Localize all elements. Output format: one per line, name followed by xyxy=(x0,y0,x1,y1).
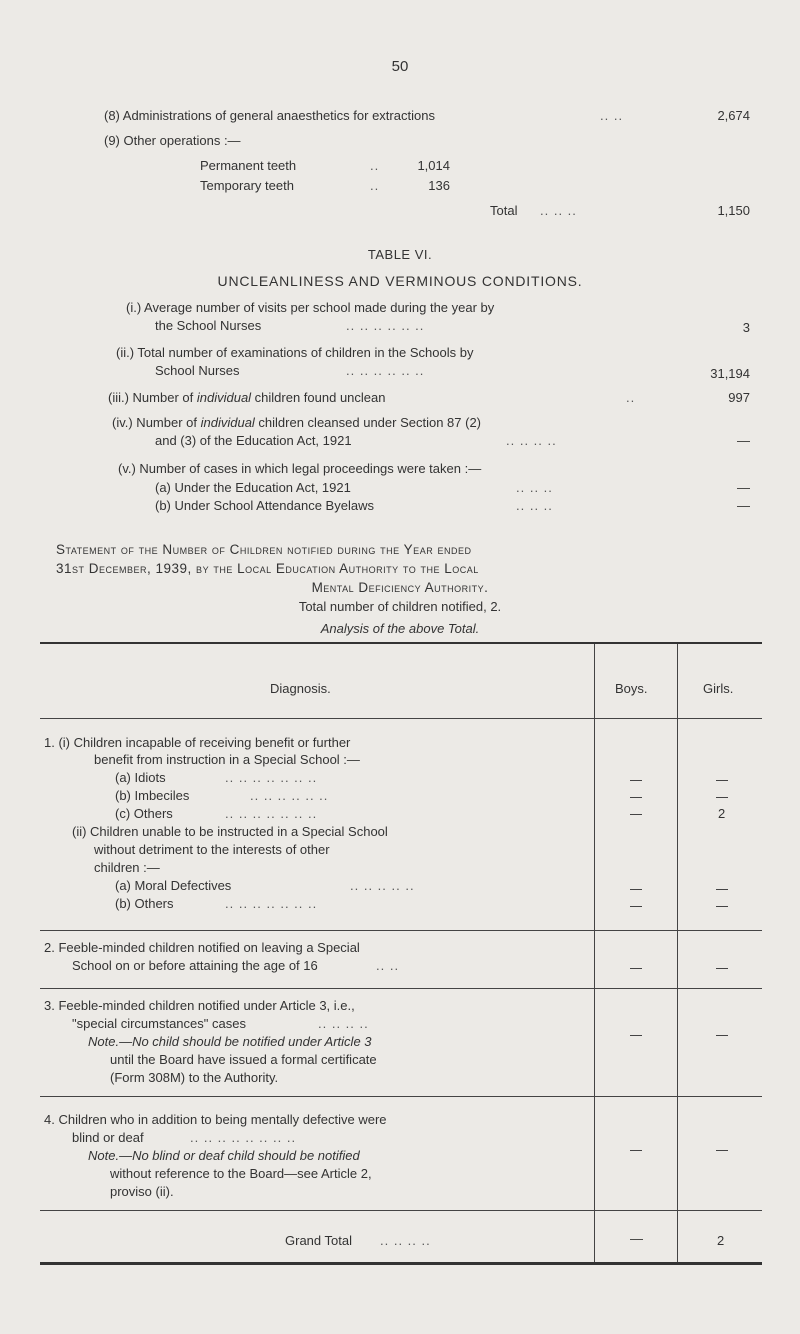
t6-i-line1: (i.) Average number of visits per school made during the year by xyxy=(126,300,495,315)
col-divider-1 xyxy=(594,644,595,1262)
leader-dots: .. .. .. .. .. .. .. xyxy=(225,896,318,911)
leader-dots: .. xyxy=(370,158,380,173)
statement-line2: 31st December, 1939, by the Local Education Authority to the Local xyxy=(56,561,479,576)
t6-ii-line2: School Nurses xyxy=(155,363,240,378)
t6-iv-line2: and (3) of the Education Act, 1921 xyxy=(155,433,352,448)
r1-ii-a-girls-dash xyxy=(716,889,728,890)
leader-dots: .. .. .. xyxy=(516,480,553,495)
r1-a: (a) Idiots xyxy=(115,770,166,785)
temporary-teeth-value: 136 xyxy=(428,178,450,193)
row2-rule xyxy=(40,988,762,989)
r1-line1: 1. (i) Children incapable of receiving benefit or further xyxy=(44,735,351,750)
r1-line2: benefit from instruction in a Special School :— xyxy=(94,752,360,767)
temporary-teeth-label: Temporary teeth xyxy=(200,178,294,193)
r2-boys-dash xyxy=(630,968,642,969)
r1-ii-line3: children :— xyxy=(94,860,160,875)
t6-iv-value: — xyxy=(737,433,750,448)
statement-line4: Total number of children notified, 2. xyxy=(298,599,502,614)
t6-iii-pre: (iii.) Number of xyxy=(108,390,197,405)
r4-boys-dash xyxy=(630,1150,642,1151)
header-diagnosis: Diagnosis. xyxy=(270,681,331,696)
t6-va-label: (a) Under the Education Act, 1921 xyxy=(155,480,351,495)
r1-c-girls-value: 2 xyxy=(718,806,726,821)
r1-a-boys-dash xyxy=(630,780,642,781)
r3-note3: (Form 308M) to the Authority. xyxy=(110,1070,279,1085)
r1-ii-a: (a) Moral Defectives xyxy=(115,878,232,893)
statement-line1: Statement of the Number of Children notified during the Year ended xyxy=(56,542,472,557)
r1-ii-b-girls-dash xyxy=(716,906,728,907)
leader-dots: .. .. .. .. .. xyxy=(350,878,415,893)
r4-line2: blind or deaf xyxy=(72,1130,144,1145)
analysis-heading: Analysis of the above Total. xyxy=(320,621,480,636)
r4-girls-dash xyxy=(716,1150,728,1151)
t6-iii-post: children found unclean xyxy=(251,390,386,405)
t6-iv-pre: (iv.) Number of xyxy=(112,415,201,430)
r1-a-girls-dash xyxy=(716,780,728,781)
r1-ii-b-boys-dash xyxy=(630,906,642,907)
t6-iv-post: children cleansed under Section 87 (2) xyxy=(254,415,482,430)
leader-dots: .. .. .. .. xyxy=(506,433,557,448)
table-bottom-rule xyxy=(40,1262,762,1265)
row4-rule xyxy=(40,1210,762,1211)
total-label: Total xyxy=(490,203,518,218)
r1-ii-a-boys-dash xyxy=(630,889,642,890)
table6-title: TABLE VI. xyxy=(367,247,433,262)
statement-line3: Mental Deficiency Authority. xyxy=(311,580,489,595)
item8-label: (8) Administrations of general anaesthetics for extractions xyxy=(104,108,435,123)
leader-dots: .. .. .. .. .. .. xyxy=(346,318,425,333)
r3-girls-dash xyxy=(716,1035,728,1036)
permanent-teeth-value: 1,014 xyxy=(417,158,450,173)
grand-total-label: Grand Total xyxy=(285,1233,352,1248)
leader-dots: .. xyxy=(370,178,380,193)
leader-dots: .. .. .. .. .. .. xyxy=(346,363,425,378)
total-value: 1,150 xyxy=(717,203,750,218)
grand-total-girls: 2 xyxy=(717,1233,725,1248)
page-number: 50 xyxy=(391,58,409,75)
table-top-rule xyxy=(40,642,762,644)
leader-dots: .. .. .. xyxy=(516,498,553,513)
t6-iii-em: individual xyxy=(196,390,252,405)
item8-value: 2,674 xyxy=(717,108,750,123)
header-rule xyxy=(40,718,762,719)
header-girls: Girls. xyxy=(703,681,734,696)
r4-note1: Note.—No blind or deaf child should be notified xyxy=(88,1148,360,1163)
header-boys: Boys. xyxy=(615,681,648,696)
col-divider-2 xyxy=(677,644,678,1262)
leader-dots: .. .. .. .. .. .. xyxy=(250,788,329,803)
r1-c-boys-dash xyxy=(630,814,642,815)
r3-note2: until the Board have issued a formal certificate xyxy=(110,1052,377,1067)
r1-ii-line1: (ii) Children unable to be instructed in a Special School xyxy=(72,824,388,839)
t6-vb-label: (b) Under School Attendance Byelaws xyxy=(155,498,374,513)
leader-dots: .. .. .. .. .. .. .. xyxy=(225,770,318,785)
grand-total-boys: — xyxy=(630,1231,643,1246)
r4-note2: without reference to the Board—see Article 2, xyxy=(110,1166,372,1181)
r3-note1: Note.—No child should be notified under Article 3 xyxy=(88,1034,372,1049)
leader-dots: .. .. .. .. xyxy=(318,1016,369,1031)
t6-i-line2: the School Nurses xyxy=(155,318,262,333)
t6-vb-value: — xyxy=(737,498,750,513)
r2-girls-dash xyxy=(716,968,728,969)
t6-iv-line xyxy=(112,415,481,430)
r1-c: (c) Others xyxy=(115,806,173,821)
r1-ii-b: (b) Others xyxy=(115,896,174,911)
r3-line2: "special circumstances" cases xyxy=(72,1016,246,1031)
row3-rule xyxy=(40,1096,762,1097)
r3-line1: 3. Feeble-minded children notified under Article 3, i.e., xyxy=(44,998,355,1013)
r1-b-boys-dash xyxy=(630,797,642,798)
t6-ii-value: 31,194 xyxy=(710,366,750,381)
leader-dots: .. .. .. .. .. .. .. xyxy=(225,806,318,821)
t6-iii-line xyxy=(108,390,386,405)
r2-line2: School on or before attaining the age of 16 xyxy=(72,958,318,973)
t6-va-value: — xyxy=(737,480,750,495)
table6-subtitle: UNCLEANLINESS AND VERMINOUS CONDITIONS. xyxy=(217,273,583,289)
leader-dots: .. .. .. .. .. .. .. .. xyxy=(190,1130,297,1145)
r4-note3: proviso (ii). xyxy=(110,1184,174,1199)
leader-dots: .. .. xyxy=(600,108,624,123)
t6-v-line1: (v.) Number of cases in which legal proceedings were taken :— xyxy=(118,461,482,476)
t6-iii-value: 997 xyxy=(728,390,750,405)
r3-boys-dash xyxy=(630,1035,642,1036)
t6-iv-em: individual xyxy=(200,415,255,430)
r1-ii-line2: without detriment to the interests of other xyxy=(94,842,330,857)
t6-ii-line1: (ii.) Total number of examinations of children in the Schools by xyxy=(116,345,474,360)
t6-i-value: 3 xyxy=(742,320,750,335)
r1-b: (b) Imbeciles xyxy=(115,788,190,803)
leader-dots: .. .. xyxy=(376,958,400,973)
leader-dots: .. xyxy=(626,390,636,405)
leader-dots: .. .. .. .. xyxy=(380,1233,431,1248)
permanent-teeth-label: Permanent teeth xyxy=(200,158,297,173)
item9-label: (9) Other operations :— xyxy=(104,133,241,148)
leader-dots: .. .. .. xyxy=(540,203,577,218)
r1-b-girls-dash xyxy=(716,797,728,798)
r2-line1: 2. Feeble-minded children notified on leaving a Special xyxy=(44,940,360,955)
row1-rule xyxy=(40,930,762,931)
r4-line1: 4. Children who in addition to being mentally defective were xyxy=(44,1112,387,1127)
